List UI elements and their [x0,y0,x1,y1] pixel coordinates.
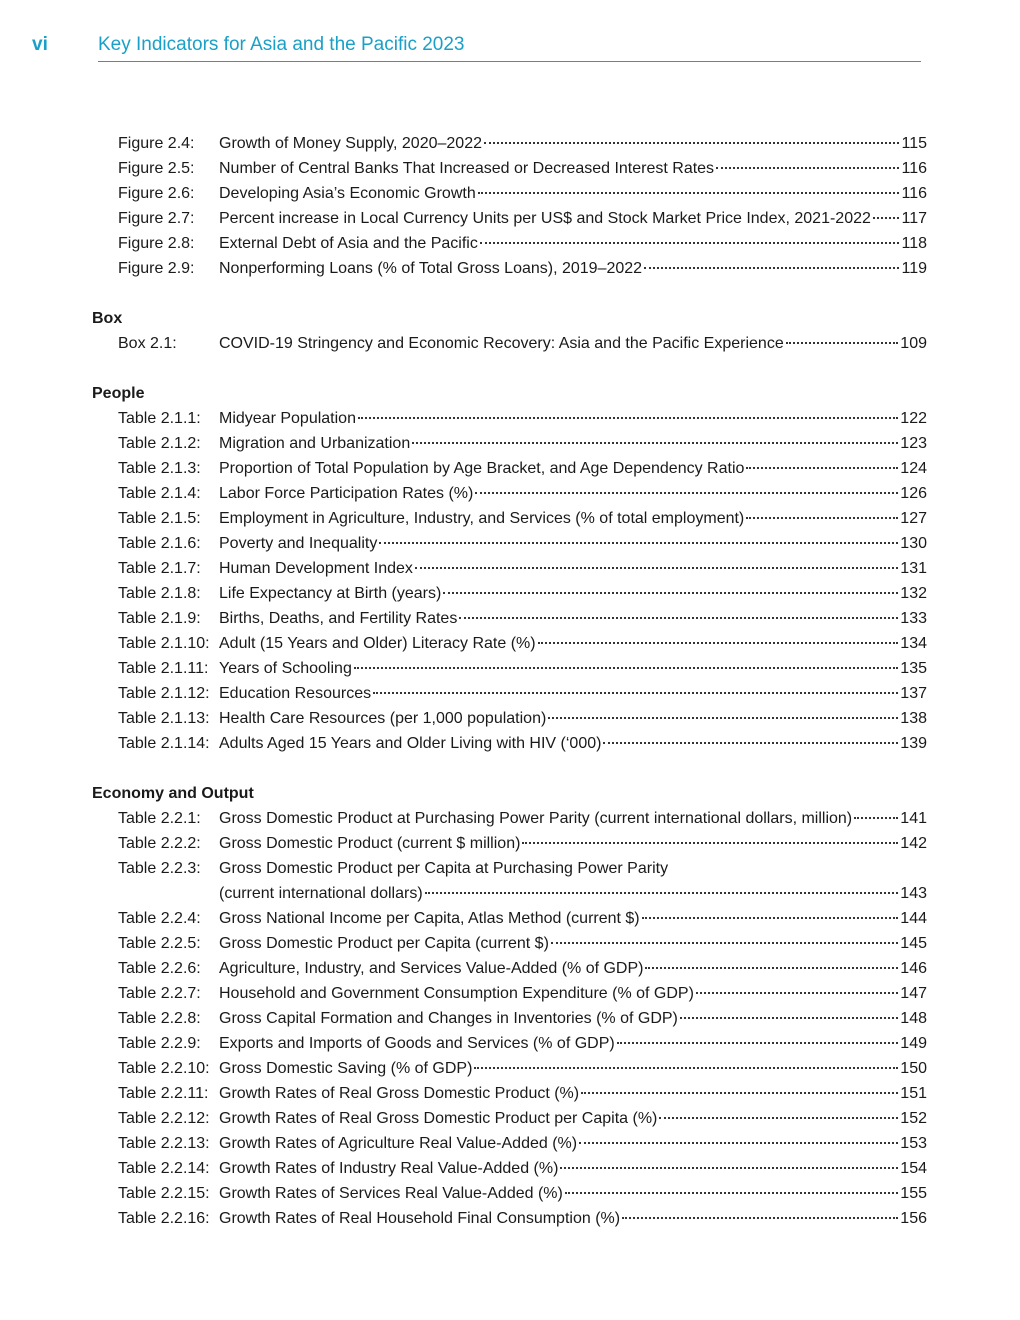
toc-entry-label: Table 2.2.7: [118,985,201,1002]
page-number: vi [32,34,48,55]
toc-entry-label: Table 2.2.1: [118,810,201,827]
dot-leader [565,1192,898,1194]
dot-leader [579,1142,898,1144]
toc-entry[interactable] [118,156,927,181]
dot-leader [548,717,898,719]
toc-entry-page: 151 [900,1085,927,1102]
dot-leader [484,142,900,144]
toc-entry-page: 130 [900,535,927,552]
section-heading-people: People [92,385,145,402]
dot-leader [622,1217,898,1219]
toc-entry[interactable] [118,656,927,681]
toc-entry[interactable] [118,1031,927,1056]
toc-entry[interactable] [118,706,927,731]
toc-entry[interactable] [118,481,927,506]
toc-entry-page: 119 [901,260,927,277]
dot-leader [475,492,898,494]
toc-entry-label: Table 2.2.12: [118,1110,210,1127]
toc-entry-page: 145 [900,935,927,952]
toc-entry-page: 142 [900,835,927,852]
toc-entry[interactable] [118,806,927,831]
toc-entry[interactable] [118,631,927,656]
toc-entry-label: Table 2.1.9: [118,610,201,627]
toc-entry-page: 154 [900,1160,927,1177]
section-heading-box: Box [92,310,123,327]
toc-entry-title: Gross Domestic Product per Capita (current $) [219,935,549,952]
toc-entry[interactable] [118,1081,927,1106]
dot-leader [746,517,898,519]
toc-entry-page: 124 [900,460,927,477]
toc-entry-page: 122 [900,410,927,427]
toc-entry[interactable] [118,1056,927,1081]
toc-entry[interactable] [118,581,927,606]
dot-leader [538,642,899,644]
toc-entry-title: Growth of Money Supply, 2020–2022 [219,135,482,152]
toc-entry-page: 135 [900,660,927,677]
toc-entry[interactable] [118,681,927,706]
toc-entry-page: 126 [900,485,927,502]
dot-leader [373,692,898,694]
toc-entry-title: Human Development Index [219,560,413,577]
dot-leader [854,817,898,819]
toc-entry-label: Figure 2.4: [118,135,195,152]
toc-entry-title: Percent increase in Local Currency Units per US$ and Stock Market Price Index, 2021-2022 [219,210,871,227]
toc-entry-title: Number of Central Banks That Increased or Decreased Interest Rates [219,160,715,177]
toc-entry-page: 118 [901,235,927,252]
toc-entry-page: 133 [900,610,927,627]
dot-leader [716,167,899,169]
toc-entry-title: Adult (15 Years and Older) Literacy Rate (%) [219,635,536,652]
toc-entry-page: 156 [900,1210,927,1227]
dot-leader [746,467,898,469]
toc-entry-title: Adults Aged 15 Years and Older Living with HIV (‘000) [219,735,602,752]
toc-entry-page: 152 [900,1110,927,1127]
header-rule [98,61,921,62]
running-header-title: Key Indicators for Asia and the Pacific 2023 [98,34,465,55]
toc-entry[interactable] [118,256,927,281]
toc-entry-label: Table 2.1.7: [118,560,201,577]
dot-leader [443,592,898,594]
dot-leader [551,942,898,944]
toc-entry-title: Agriculture, Industry, and Services Value-Added (% of GDP) [219,960,644,977]
toc-entry[interactable] [118,331,927,356]
toc-entry-title: Years of Schooling [219,660,352,677]
toc-entry-title: Household and Government Consumption Expenditure (% of GDP) [219,985,694,1002]
toc-entry-page: 116 [901,185,927,202]
toc-entry[interactable] [118,956,927,981]
dot-leader [680,1017,898,1019]
toc-entry-page: 147 [900,985,927,1002]
toc-entry-label: Table 2.2.4: [118,910,201,927]
page-header [0,0,1020,70]
dot-leader [459,617,898,619]
toc-entry-page: 127 [900,510,927,527]
dot-leader [415,567,898,569]
toc-entry-label: Table 2.2.13: [118,1135,210,1152]
dot-leader [425,892,899,894]
toc-entry-page: 149 [900,1035,927,1052]
toc-entry[interactable] [118,456,927,481]
toc-entry-label: Table 2.1.2: [118,435,201,452]
toc-entry-title: Growth Rates of Real Gross Domestic Product (%) [219,1085,580,1102]
toc-entry-title: Midyear Population [219,410,356,427]
toc-entry-page: 148 [900,1010,927,1027]
toc-entry-page: 115 [901,135,927,152]
toc-entry-label: Table 2.1.3: [118,460,201,477]
dot-leader [354,667,898,669]
dot-leader [581,1092,898,1094]
dot-leader [522,842,898,844]
dot-leader [642,917,899,919]
toc-entry-title: Education Resources [219,685,372,702]
toc-entry-label: Table 2.1.4: [118,485,201,502]
dot-leader [603,742,898,744]
toc-entry-label: Table 2.1.12: [118,685,210,702]
toc-entry-page: 116 [901,160,927,177]
toc-entry-label: Table 2.1.8: [118,585,201,602]
toc-entry-title: Nonperforming Loans (% of Total Gross Loans), 2019–2022 [219,260,643,277]
toc-entry-label: Box 2.1: [118,335,177,352]
toc-entry[interactable] [118,856,927,881]
toc-entry-title: Proportion of Total Population by Age Bracket, and Age Dependency Ratio [219,460,745,477]
toc-entry-page: 155 [900,1185,927,1202]
toc-entry-label: Figure 2.7: [118,210,195,227]
dot-leader [480,242,900,244]
toc-entry[interactable] [118,556,927,581]
toc-entry-page: 137 [900,685,927,702]
dot-leader [560,1167,898,1169]
toc-entry-continuation[interactable] [118,881,927,906]
toc-entry-title: Gross Domestic Saving (% of GDP) [219,1060,473,1077]
toc-entry-label: Table 2.2.6: [118,960,201,977]
toc-entry-page: 123 [900,435,927,452]
toc-entry-title: Employment in Agriculture, Industry, and Services (% of total employment) [219,510,745,527]
toc-entry[interactable] [118,531,927,556]
toc-entry-title: Life Expectancy at Birth (years) [219,585,442,602]
toc-entry-page: 138 [900,710,927,727]
toc-entry[interactable] [118,1206,927,1231]
toc-entry[interactable] [118,906,927,931]
toc-entry-page: 144 [900,910,927,927]
toc-entry-title: Migration and Urbanization [219,435,411,452]
dot-leader [644,267,899,269]
toc-entry-page: 146 [900,960,927,977]
toc-entry-label: Table 2.2.3: [118,860,201,877]
toc-entry-page: 143 [900,885,927,902]
toc-entry-title: Exports and Imports of Goods and Services (% of GDP) [219,1035,615,1052]
toc-entry-label: Table 2.2.9: [118,1035,201,1052]
toc-entry-title-continued: (current international dollars) [219,885,423,902]
toc-entry-label: Table 2.2.8: [118,1010,201,1027]
dot-leader [617,1042,899,1044]
section-heading-economy: Economy and Output [92,785,254,802]
toc-entry-title: Growth Rates of Agriculture Real Value-Added (%) [219,1135,578,1152]
toc-entry[interactable] [118,831,927,856]
toc-entry-page: 117 [901,210,927,227]
toc-entry-label: Table 2.2.10: [118,1060,210,1077]
toc-entry-title: Poverty and Inequality [219,535,378,552]
dot-leader [786,342,899,344]
toc-entry[interactable] [118,181,927,206]
toc-entry[interactable] [118,406,927,431]
toc-entry[interactable] [118,1006,927,1031]
toc-entry-label: Table 2.1.5: [118,510,201,527]
toc-entry-page: 109 [900,335,927,352]
toc-entry-label: Table 2.1.11: [118,660,209,677]
toc-entry-label: Table 2.1.13: [118,710,210,727]
toc-entry-title: Gross National Income per Capita, Atlas Method (current $) [219,910,640,927]
toc-entry-label: Figure 2.6: [118,185,195,202]
toc-entry[interactable] [118,131,927,156]
dot-leader [659,1117,898,1119]
toc-entry-page: 134 [900,635,927,652]
dot-leader [379,542,898,544]
dot-leader [478,192,900,194]
toc-entry-label: Table 2.2.16: [118,1210,210,1227]
toc-entry-title: Gross Capital Formation and Changes in Inventories (% of GDP) [219,1010,678,1027]
dot-leader [696,992,898,994]
toc-entry-label: Table 2.2.14: [118,1160,210,1177]
toc-entry-title: Developing Asia’s Economic Growth [219,185,476,202]
toc-entry-label: Table 2.2.15: [118,1185,210,1202]
toc-entry-title: Gross Domestic Product at Purchasing Power Parity (current international dollars, million) [219,810,853,827]
toc-entry-page: 141 [900,810,927,827]
toc-entry[interactable] [118,981,927,1006]
toc-entry[interactable] [118,1131,927,1156]
toc-entry-label: Table 2.2.5: [118,935,201,952]
toc-entry-title: Labor Force Participation Rates (%) [219,485,474,502]
toc-entry-title: Growth Rates of Real Gross Domestic Product per Capita (%) [219,1110,658,1127]
toc-entry[interactable] [118,506,927,531]
toc-entry-label: Table 2.2.2: [118,835,201,852]
toc-entry-page: 150 [900,1060,927,1077]
toc-entry-title: Growth Rates of Real Household Final Consumption (%) [219,1210,621,1227]
toc-entry-label: Table 2.2.11: [118,1085,209,1102]
toc-entry[interactable] [118,431,927,456]
toc-entry[interactable] [118,931,927,956]
dot-leader [645,967,898,969]
dot-leader [358,417,898,419]
toc-entry-title: Growth Rates of Services Real Value-Added (%) [219,1185,563,1202]
toc-entry-title: External Debt of Asia and the Pacific [219,235,478,252]
toc-entry-page: 153 [900,1135,927,1152]
toc-entry-title: Health Care Resources (per 1,000 population) [219,710,547,727]
toc-entry[interactable] [118,1181,927,1206]
toc-entry-title: Gross Domestic Product (current $ million) [219,835,521,852]
toc-entry-page: 132 [900,585,927,602]
toc-entry[interactable] [118,606,927,631]
toc-entry[interactable] [118,731,927,756]
toc-entry-label: Table 2.1.6: [118,535,201,552]
toc-entry-label: Table 2.1.14: [118,735,210,752]
toc-entry-label: Figure 2.5: [118,160,195,177]
toc-entry[interactable] [118,1106,927,1131]
toc-entry[interactable] [118,1156,927,1181]
toc-entry[interactable] [118,231,927,256]
toc-entry-page: 139 [900,735,927,752]
toc-entry-label: Table 2.1.10: [118,635,210,652]
dot-leader [412,442,898,444]
dot-leader [873,217,900,219]
toc-entry-label: Figure 2.8: [118,235,195,252]
toc-entry-label: Table 2.1.1: [118,410,201,427]
toc-entry-title: Births, Deaths, and Fertility Rates [219,610,458,627]
dot-leader [474,1067,898,1069]
toc-entry-page: 131 [900,560,927,577]
toc-entry-label: Figure 2.9: [118,260,195,277]
toc-entry[interactable] [118,206,927,231]
toc-entry-title: Gross Domestic Product per Capita at Purchasing Power Parity [219,860,669,877]
toc-entry-title: COVID-19 Stringency and Economic Recovery: Asia and the Pacific Experience [219,335,784,352]
toc-entry-title: Growth Rates of Industry Real Value-Added (%) [219,1160,559,1177]
